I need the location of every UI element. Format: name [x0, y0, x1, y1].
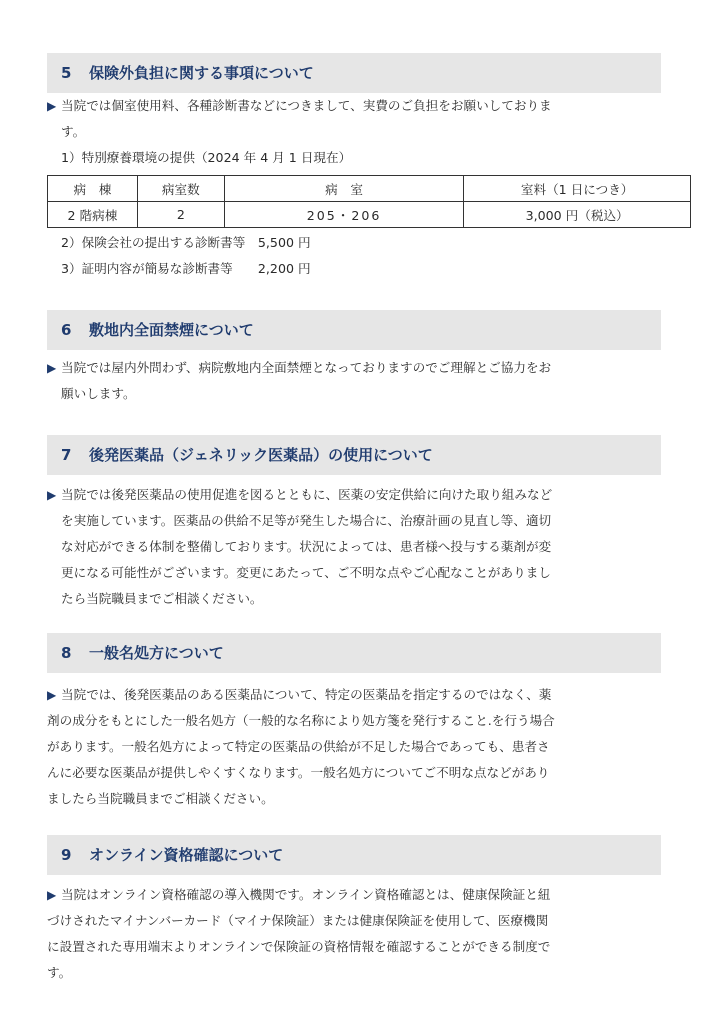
paragraph-line: 更になる可能性がございます。変更にあたって、ご不明な点やご心配なことがありまし [61, 565, 551, 580]
section-8-heading [47, 633, 661, 673]
section-title: 保険外負担に関する事項について [89, 64, 314, 82]
section-number: 5 [61, 64, 72, 82]
section-5-heading [47, 53, 661, 93]
table-header-row [48, 176, 691, 202]
paragraph-line: んに必要な医薬品が提供しやくすくなります。一般名処方についてご不明な点などがあり [47, 765, 550, 780]
section-title: 敷地内全面禁煙について [89, 321, 254, 339]
triangle-bullet-icon: ▶ [47, 888, 57, 902]
paragraph-line: す。 [47, 965, 72, 980]
section-8-body [47, 682, 667, 812]
paragraph-line: ▶ 当院では個室使用料、各種診断書などにつきまして、実費のご負担をお願いしておりま [47, 93, 667, 119]
list-item: 3）証明内容が簡易な診断書等 2,200 円 [61, 261, 311, 276]
paragraph-line: 願いします。 [61, 386, 136, 401]
paragraph-line: づけされたマイナンバーカード（マイナ保険証）または健康保険証を使用して、医療機関 [47, 913, 549, 928]
table-cell: 2 階病棟 [48, 202, 138, 228]
section-5-list [47, 230, 667, 282]
table-cell: 3,000 円（税込） [464, 202, 691, 228]
paragraph-line: な対応ができる体制を整備しております。状況によっては、患者様へ投与する薬剤が変 [61, 539, 552, 554]
paragraph-line: 剤の成分をもとにした一般名処方（一般的な名称により処方箋を発行すること.を行う場合 [47, 713, 555, 728]
room-fee-table [47, 175, 691, 228]
section-7-body [47, 482, 667, 612]
table-cell: 2 [137, 202, 224, 228]
triangle-bullet-icon: ▶ [47, 488, 57, 502]
table-header-cell: 病室数 [137, 176, 224, 202]
triangle-bullet-icon: ▶ [47, 361, 57, 375]
section-title: 後発医薬品（ジェネリック医薬品）の使用について [89, 446, 433, 464]
section-6-heading [47, 310, 661, 350]
triangle-bullet-icon: ▶ [47, 688, 57, 702]
table-header-cell: 室料（1 日につき） [464, 176, 691, 202]
table-cell: 205・206 [224, 202, 464, 228]
paragraph-line: ▶ 当院では、後発医薬品のある医薬品について、特定の医薬品を指定するのではなく、薬 [47, 682, 667, 708]
paragraph-line: す。 [61, 124, 86, 139]
paragraph-line: たら当院職員までご相談ください。 [61, 591, 263, 606]
section-number: 8 [61, 644, 72, 662]
paragraph-line: ましたら当院職員までご相談ください。 [47, 791, 274, 806]
section-6-body [47, 355, 667, 407]
section-title: オンライン資格確認について [89, 846, 284, 864]
paragraph-line: ▶ 当院では後発医薬品の使用促進を図るとともに、医薬の安定供給に向けた取り組みなど [47, 482, 667, 508]
paragraph-line: があります。一般名処方によって特定の医薬品の供給が不足した場合であっても、患者さ [47, 739, 550, 754]
section-5-body [47, 93, 667, 171]
triangle-bullet-icon: ▶ [47, 99, 57, 113]
section-number: 9 [61, 846, 72, 864]
paragraph-line: ▶ 当院では屋内外問わず、病院敷地内全面禁煙となっておりますのでご理解とご協力をお [47, 355, 667, 381]
table-header-cell: 病 棟 [48, 176, 138, 202]
paragraph-line: を実施しています。医薬品の供給不足等が発生した場合に、治療計画の見直し等、適切 [61, 513, 552, 528]
section-9-body [47, 882, 667, 986]
section-7-heading [47, 435, 661, 475]
section-title: 一般名処方について [89, 644, 224, 662]
paragraph-line: に設置された専用端末よりオンラインで保険証の資格情報を確認することができる制度で [47, 939, 551, 954]
section-number: 7 [61, 446, 72, 464]
table-header-cell: 病 室 [224, 176, 464, 202]
list-item: 2）保険会社の提出する診断書等 5,500 円 [61, 235, 311, 250]
list-item: 1）特別療養環境の提供（2024 年 4 月 1 日現在） [61, 150, 352, 165]
paragraph-line: ▶ 当院はオンライン資格確認の導入機関です。オンライン資格確認とは、健康保険証と紐 [47, 882, 667, 908]
section-9-heading [47, 835, 661, 875]
table-row [48, 202, 691, 228]
section-number: 6 [61, 321, 72, 339]
